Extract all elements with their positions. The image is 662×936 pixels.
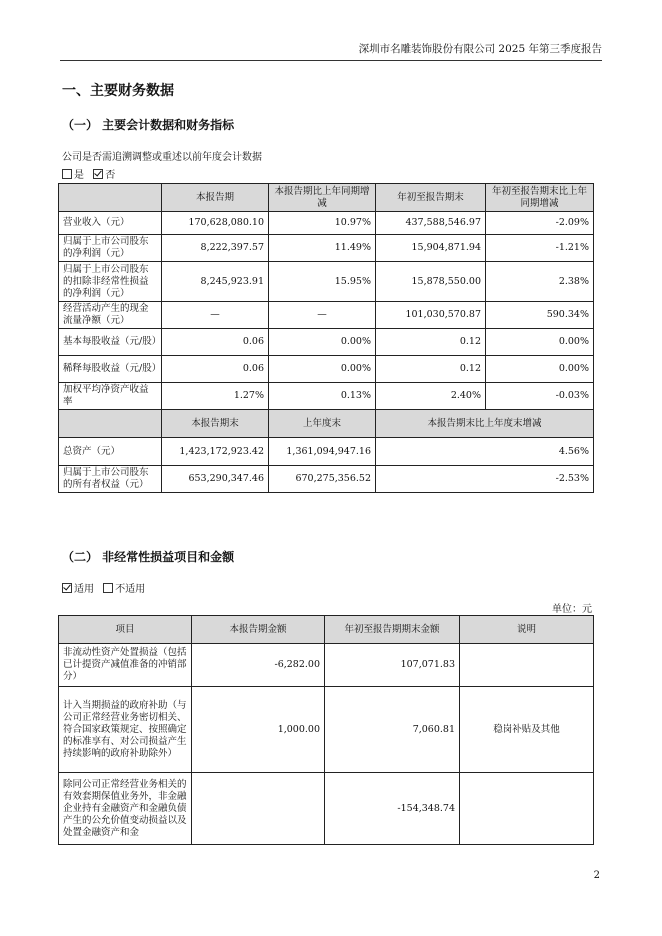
- running-header: 深圳市名雕装饰股份有限公司 2025 年第三季度报告: [60, 42, 602, 61]
- retro-adjust-options: [62, 166, 115, 181]
- table-row: [59, 383, 594, 410]
- cell-value: 0.12: [376, 356, 486, 383]
- cell-value: 670,275,356.52: [269, 466, 376, 493]
- cell-value: 653,290,347.46: [162, 466, 269, 493]
- subsection-title-2: （二） 非经常性损益项目和金额: [62, 550, 235, 564]
- table-row: [59, 773, 594, 845]
- cell-value: 2.40%: [376, 383, 486, 410]
- table-row: [59, 644, 594, 687]
- row-label: 营业收入（元）: [59, 212, 162, 235]
- header-cell: 本报告期末比上年度末增减: [376, 410, 594, 438]
- cell-value: 2.38%: [486, 262, 594, 302]
- table-row: [59, 302, 594, 329]
- row-label: 稀释每股收益（元/股）: [59, 356, 162, 383]
- checkbox-checked-icon[interactable]: [62, 583, 72, 593]
- option-na-label: 不适用: [115, 584, 146, 595]
- cell-value: 0.06: [162, 356, 269, 383]
- header-cell: [59, 184, 162, 212]
- row-label: 归属于上市公司股东的净利润（元）: [59, 235, 162, 262]
- header-cell: 本报告期金额: [192, 616, 325, 644]
- cell-value: 7,060.81: [325, 687, 460, 773]
- non-recurring-items-table: [58, 615, 594, 845]
- row-label: 加权平均净资产收益率: [59, 383, 162, 410]
- cell-value: 4.56%: [376, 438, 594, 466]
- table-row: [59, 438, 594, 466]
- cell-value: —: [269, 302, 376, 329]
- cell-value: 0.12: [376, 329, 486, 356]
- checkbox-unchecked-icon[interactable]: [62, 169, 72, 179]
- applicability-options: [62, 580, 145, 595]
- section-title: 一、主要财务数据: [62, 83, 174, 99]
- cell-value: 0.13%: [269, 383, 376, 410]
- cell-value: 8,222,397.57: [162, 235, 269, 262]
- table-row: [59, 262, 594, 302]
- cell-value: 0.00%: [486, 356, 594, 383]
- header-cell: 本报告期: [162, 184, 269, 212]
- cell-value: -1.21%: [486, 235, 594, 262]
- option-no-label: 否: [105, 170, 116, 181]
- cell-value: [460, 773, 594, 845]
- row-label: 非流动性资产处置损益（包括已计提资产减值准备的冲销部分）: [59, 644, 192, 687]
- key-financial-table: [58, 183, 594, 493]
- cell-value: -0.03%: [486, 383, 594, 410]
- cell-value: 0.00%: [269, 356, 376, 383]
- cell-value: 170,628,080.10: [162, 212, 269, 235]
- page-number: 2: [593, 870, 600, 881]
- header-cell: 说明: [460, 616, 594, 644]
- header-cell: 年初至报告期末比上年同期增减: [486, 184, 594, 212]
- cell-value: 0.06: [162, 329, 269, 356]
- unit-label: 单位：元: [552, 604, 592, 615]
- header-cell: 年初至报告期期末金额: [325, 616, 460, 644]
- row-label: 归属于上市公司股东的扣除非经常性损益的净利润（元）: [59, 262, 162, 302]
- table-row: [59, 212, 594, 235]
- row-label: 经营活动产生的现金流量净额（元）: [59, 302, 162, 329]
- table-row: [59, 687, 594, 773]
- header-cell: 年初至报告期末: [376, 184, 486, 212]
- cell-value: -6,282.00: [192, 644, 325, 687]
- checkbox-unchecked-icon[interactable]: [103, 583, 113, 593]
- cell-value: -2.53%: [376, 466, 594, 493]
- cell-value: 1.27%: [162, 383, 269, 410]
- cell-value: 107,071.83: [325, 644, 460, 687]
- table-row: [59, 329, 594, 356]
- cell-value: 1,361,094,947.16: [269, 438, 376, 466]
- row-label: 除同公司正常经营业务相关的有效套期保值业务外，非金融企业持有金融资产和金融负债产生的公允价值变动损益以及处置金融资产和金: [59, 773, 192, 845]
- table-row: [59, 235, 594, 262]
- cell-value: 0.00%: [269, 329, 376, 356]
- row-label: 总资产（元）: [59, 438, 162, 466]
- cell-value: 437,588,546.97: [376, 212, 486, 235]
- header-cell: 上年度末: [269, 410, 376, 438]
- retro-adjust-question: 公司是否需追溯调整或重述以前年度会计数据: [62, 152, 262, 163]
- table-row: [59, 356, 594, 383]
- subsection-title-1: （一） 主要会计数据和财务指标: [62, 118, 235, 132]
- option-apply-label: 适用: [74, 584, 94, 595]
- cell-value: [460, 644, 594, 687]
- cell-value: 11.49%: [269, 235, 376, 262]
- table-header-row: [59, 184, 594, 212]
- row-label: 归属于上市公司股东的所有者权益（元）: [59, 466, 162, 493]
- header-cell: 本报告期末: [162, 410, 269, 438]
- cell-value: 15.95%: [269, 262, 376, 302]
- table-row: [59, 466, 594, 493]
- row-label: 基本每股收益（元/股）: [59, 329, 162, 356]
- checkbox-checked-icon[interactable]: [93, 169, 103, 179]
- table-header-row: [59, 410, 594, 438]
- option-yes-label: 是: [74, 170, 84, 181]
- cell-value: -154,348.74: [325, 773, 460, 845]
- header-cell: [59, 410, 162, 438]
- cell-value: 稳岗补贴及其他: [460, 687, 594, 773]
- cell-value: 0.00%: [486, 329, 594, 356]
- cell-value: 15,878,550.00: [376, 262, 486, 302]
- table-header-row: [59, 616, 594, 644]
- cell-value: 1,423,172,923.42: [162, 438, 269, 466]
- cell-value: —: [162, 302, 269, 329]
- cell-value: 15,904,871.94: [376, 235, 486, 262]
- cell-value: 10.97%: [269, 212, 376, 235]
- cell-value: 1,000.00: [192, 687, 325, 773]
- cell-value: -2.09%: [486, 212, 594, 235]
- cell-value: [192, 773, 325, 845]
- header-cell: 本报告期比上年同期增减: [269, 184, 376, 212]
- row-label: 计入当期损益的政府补助（与公司正常经营业务密切相关、符合国家政策规定、按照确定的标准享有、对公司损益产生持续影响的政府补助除外）: [59, 687, 192, 773]
- cell-value: 101,030,570.87: [376, 302, 486, 329]
- header-cell: 项目: [59, 616, 192, 644]
- cell-value: 8,245,923.91: [162, 262, 269, 302]
- cell-value: 590.34%: [486, 302, 594, 329]
